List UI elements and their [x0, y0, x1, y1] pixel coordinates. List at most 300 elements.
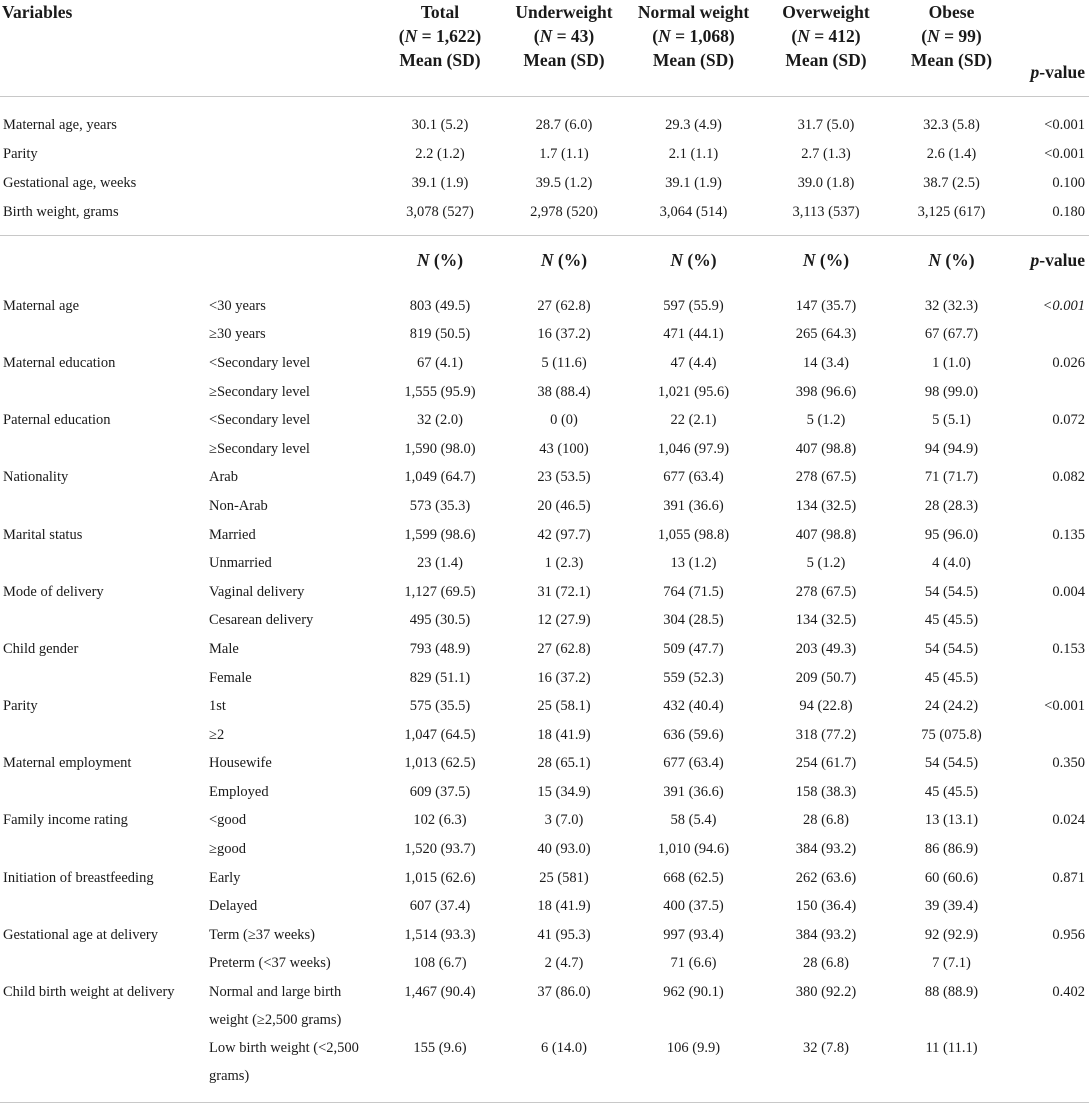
row-category: 1st [209, 698, 226, 715]
cell-value: 2.1 (1.1) [668, 146, 719, 162]
spacer-cell [761, 227, 891, 236]
subheader-stat [891, 236, 1012, 285]
cell-value: 432 (40.4) [663, 698, 724, 715]
spacer-cell [1012, 284, 1089, 292]
cell-pvalue: 0.024 [1052, 812, 1085, 829]
row-label [0, 664, 199, 693]
cell-value: 829 (51.1) [409, 669, 471, 686]
table-row [0, 950, 1089, 979]
cell-value: 6 (14.0) [541, 1040, 587, 1057]
cell-value: 318 (77.2) [795, 726, 857, 743]
table-row [0, 140, 1089, 169]
cell-value: 391 (36.6) [663, 783, 724, 800]
cell-value: 278 (67.5) [795, 583, 857, 600]
cell-value: 71 (71.7) [924, 469, 979, 486]
cell-pvalue: <0.001 [1044, 117, 1085, 133]
cell-value: 39.1 (1.9) [665, 175, 722, 191]
cell-value: 609 (37.5) [409, 783, 471, 800]
cell-value: 45 (45.5) [924, 612, 979, 629]
cell-value: 819 (50.5) [409, 326, 471, 343]
cell-value: 4 (4.0) [932, 555, 971, 572]
table-row [0, 464, 1089, 493]
cell-pvalue [1012, 607, 1089, 636]
cell-pvalue: 0.180 [1052, 204, 1085, 220]
row-label: Gestational age, weeks [3, 175, 137, 191]
cell-pvalue: <0.001 [1044, 146, 1085, 162]
cell-pvalue [1012, 435, 1089, 464]
table-row [0, 778, 1089, 807]
col-header-total: Total (N = 1,622) Mean (SD) [398, 2, 482, 70]
row-label [0, 1034, 199, 1090]
table-row [0, 349, 1089, 378]
cell-value: 58 (5.4) [670, 812, 717, 829]
cell-value: 158 (38.3) [795, 783, 857, 800]
table-row [0, 169, 1089, 198]
cell-value: 31.7 (5.0) [797, 117, 855, 133]
cell-value: 32 (2.0) [417, 412, 463, 429]
cell-value: 23 (53.5) [537, 469, 591, 486]
cell-value: 39.5 (1.2) [535, 175, 593, 191]
cell-pvalue: 0.153 [1052, 640, 1085, 657]
cell-value: 11 (11.1) [925, 1040, 978, 1057]
cell-value: 278 (67.5) [795, 469, 857, 486]
cell-pvalue: 0.350 [1052, 755, 1085, 772]
cell-value: 400 (37.5) [663, 898, 724, 915]
spacer-cell [199, 97, 378, 112]
variables-header: Variables [2, 2, 73, 22]
cell-value: 1.7 (1.1) [539, 146, 589, 162]
cell-value: 3,078 (527) [406, 204, 474, 220]
cell-value: 30.1 (5.2) [411, 117, 469, 133]
cell-value: 0 (0) [550, 412, 578, 429]
cell-value: 407 (98.8) [795, 526, 857, 543]
cell-pvalue [1012, 549, 1089, 578]
spacer-cell [0, 284, 199, 292]
cell-pvalue [1012, 664, 1089, 693]
cell-value: 203 (49.3) [795, 640, 857, 657]
cell-value: 495 (30.5) [409, 612, 471, 629]
row-label: Child gender [3, 640, 79, 657]
cell-value: 108 (6.7) [413, 955, 467, 972]
spacer-cell [761, 97, 891, 112]
subheader-blank [0, 236, 378, 285]
row-label: Maternal employment [3, 755, 132, 772]
cell-value: 1,010 (94.6) [657, 841, 730, 858]
subheader-row [0, 236, 1089, 285]
cell-pvalue: 0.956 [1052, 926, 1085, 943]
row-label [0, 378, 199, 407]
row-label: Paternal education [3, 412, 111, 429]
spacer-cell [626, 227, 761, 236]
row-category: Preterm (<37 weeks) [209, 955, 331, 972]
cell-value: 106 (9.9) [666, 1040, 721, 1057]
row-category: Arab [209, 469, 238, 486]
cell-value: 28 (6.8) [803, 955, 849, 972]
subheader-stat [502, 236, 626, 285]
cell-pvalue [1012, 378, 1089, 407]
cell-value: 39.0 (1.8) [797, 175, 855, 191]
stat-label: N (%) [416, 250, 464, 270]
cell-value: 42 (97.7) [537, 526, 591, 543]
cell-pvalue: <0.001 [1042, 297, 1085, 314]
spacer-cell [199, 284, 378, 292]
spacer-cell [0, 227, 199, 236]
cell-pvalue: 0.026 [1052, 354, 1085, 371]
cell-value: 16 (37.2) [537, 326, 591, 343]
row-label [0, 549, 199, 578]
cell-value: 92 (92.9) [924, 926, 979, 943]
cell-value: 1,127 (69.5) [404, 583, 476, 600]
row-category: Low birth weight (<2,500 grams) [209, 1040, 359, 1085]
cell-value: 1,590 (98.0) [404, 440, 476, 457]
spacer-cell [378, 227, 502, 236]
cell-value: 28 (28.3) [924, 497, 979, 514]
row-label: Maternal age, years [3, 117, 117, 133]
cell-value: 98 (99.0) [924, 383, 979, 400]
table-row [0, 721, 1089, 750]
continuous-section [0, 97, 1089, 236]
cell-pvalue: 0.871 [1052, 869, 1085, 886]
cell-value: 15 (34.9) [537, 783, 591, 800]
rule-separator [0, 227, 1089, 236]
table-row [0, 635, 1089, 664]
cell-value: 1 (2.3) [544, 555, 584, 572]
spacer-cell [1012, 227, 1089, 236]
cell-value: 102 (6.3) [413, 812, 467, 829]
spacer-cell [378, 97, 502, 112]
cell-value: 155 (9.6) [413, 1040, 467, 1057]
cell-value: 39.1 (1.9) [411, 175, 469, 191]
col-header-obese: Obese (N = 99) Mean (SD) [910, 2, 993, 70]
row-label: Maternal age [3, 297, 80, 314]
cell-value: 16 (37.2) [537, 669, 591, 686]
cell-value: 28 (6.8) [803, 812, 849, 829]
cell-value: 32.3 (5.8) [923, 117, 980, 133]
cell-value: 32 (7.8) [803, 1040, 849, 1057]
cell-value: 67 (67.7) [924, 326, 979, 343]
table-row [0, 750, 1089, 779]
cell-value: 13 (1.2) [670, 555, 717, 572]
cell-value: 2.6 (1.4) [926, 146, 977, 162]
cell-value: 43 (100) [539, 440, 589, 457]
cell-value: 384 (93.2) [795, 841, 857, 858]
cell-value: 86 (86.9) [924, 841, 979, 858]
cell-pvalue: 0.072 [1052, 412, 1085, 429]
spacer-cell [502, 97, 626, 112]
row-category: Unmarried [209, 555, 272, 572]
cell-value: 793 (48.9) [409, 640, 471, 657]
subheader-stat [378, 236, 502, 285]
cell-value: 1,047 (64.5) [404, 726, 476, 743]
cell-value: 41 (95.3) [537, 926, 591, 943]
cell-pvalue [1012, 492, 1089, 521]
cell-pvalue [1012, 892, 1089, 921]
cell-value: 54 (54.5) [924, 583, 979, 600]
table-row [0, 578, 1089, 607]
spacer-row [0, 284, 1089, 292]
table-row [0, 1034, 1089, 1090]
table-row [0, 406, 1089, 435]
cell-value: 607 (37.4) [409, 898, 471, 915]
cell-value: 14 (3.4) [803, 354, 849, 371]
row-category: <good [209, 812, 247, 829]
cell-value: 54 (54.5) [924, 640, 979, 657]
cell-value: 407 (98.8) [795, 440, 857, 457]
cell-value: 31 (72.1) [537, 583, 591, 600]
row-label [0, 435, 199, 464]
row-label: Parity [3, 146, 38, 162]
cell-pvalue: <0.001 [1044, 698, 1085, 715]
cell-value: 384 (93.2) [795, 926, 857, 943]
cell-value: 1,055 (98.8) [657, 526, 730, 543]
cell-value: 209 (50.7) [795, 669, 857, 686]
cell-value: 40 (93.0) [537, 841, 591, 858]
cell-value: 27 (62.8) [537, 297, 591, 314]
cell-value: 39 (39.4) [924, 898, 979, 915]
spacer-cell [626, 97, 761, 112]
cell-value: 803 (49.5) [409, 297, 471, 314]
row-label [0, 892, 199, 921]
spacer-cell [1012, 97, 1089, 112]
row-category: Term (≥37 weeks) [209, 926, 315, 943]
cell-value: 575 (35.5) [409, 698, 471, 715]
row-category: Normal and large birth weight (≥2,500 grams) [209, 984, 342, 1029]
row-label: Child birth weight at delivery [3, 984, 175, 1001]
cell-value: 391 (36.6) [663, 497, 724, 514]
cell-value: 5 (11.6) [541, 354, 587, 371]
table-row [0, 198, 1089, 227]
categorical-section [0, 236, 1089, 1091]
cell-value: 2.7 (1.3) [801, 146, 851, 162]
cell-pvalue: 0.135 [1052, 526, 1085, 543]
cell-value: 24 (24.2) [924, 698, 979, 715]
cell-value: 1,013 (62.5) [404, 755, 476, 772]
cell-value: 573 (35.3) [409, 497, 471, 514]
row-category: ≥Secondary level [209, 440, 310, 457]
cell-value: 67 (4.1) [417, 354, 463, 371]
row-label: Parity [3, 698, 38, 715]
cell-value: 597 (55.9) [663, 297, 724, 314]
cell-value: 29.3 (4.9) [665, 117, 722, 133]
cell-value: 32 (32.3) [924, 297, 979, 314]
row-label [0, 835, 199, 864]
row-label: Initiation of breastfeeding [3, 869, 154, 886]
cell-value: 25 (581) [539, 869, 589, 886]
table-row [0, 864, 1089, 893]
cell-value: 1,015 (62.6) [404, 869, 476, 886]
table-row [0, 921, 1089, 950]
cell-pvalue [1012, 778, 1089, 807]
spacer-cell [502, 284, 626, 292]
table-row [0, 435, 1089, 464]
table-row [0, 111, 1089, 140]
cell-value: 1,467 (90.4) [404, 984, 476, 1001]
row-category: Male [209, 640, 239, 657]
row-category: ≥good [209, 841, 246, 858]
cell-value: 75 (075.8) [921, 726, 982, 743]
cell-pvalue [1012, 950, 1089, 979]
row-category: <Secondary level [209, 354, 311, 371]
spacer-cell [891, 284, 1012, 292]
cell-value: 1,599 (98.6) [404, 526, 476, 543]
pvalue-label: p-value [1030, 250, 1085, 270]
cell-value: 12 (27.9) [537, 612, 591, 629]
cell-value: 559 (52.3) [663, 669, 724, 686]
cell-value: 380 (92.2) [795, 984, 857, 1001]
cell-value: 509 (47.7) [663, 640, 724, 657]
row-category: Married [209, 526, 256, 543]
subheader-pvalue [1012, 236, 1089, 285]
cell-value: 28 (65.1) [537, 755, 591, 772]
row-category: Employed [209, 783, 269, 800]
col-header-overweight: Overweight (N = 412) Mean (SD) [782, 2, 870, 70]
table-row [0, 807, 1089, 836]
cell-value: 147 (35.7) [795, 297, 857, 314]
row-label: Gestational age at delivery [3, 926, 159, 943]
row-category: <30 years [209, 297, 266, 314]
row-label [0, 607, 199, 636]
cell-value: 997 (93.4) [663, 926, 724, 943]
cell-value: 28.7 (6.0) [535, 117, 593, 133]
table-row [0, 892, 1089, 921]
spacer-cell [502, 227, 626, 236]
cell-value: 1,520 (93.7) [404, 841, 476, 858]
cell-value: 1 (1.0) [932, 354, 971, 371]
row-category: Housewife [209, 755, 272, 772]
col-header-normal: Normal weight (N = 1,068) Mean (SD) [637, 2, 750, 70]
row-category: Delayed [209, 898, 258, 915]
row-label: Maternal education [3, 354, 116, 371]
row-category: Female [209, 669, 252, 686]
cell-value: 13 (13.1) [924, 812, 979, 829]
cell-value: 94 (94.9) [924, 440, 979, 457]
cell-value: 3,113 (537) [792, 204, 860, 220]
row-category: Non-Arab [209, 497, 268, 514]
spacer-cell [378, 284, 502, 292]
cell-value: 5 (1.2) [806, 412, 846, 429]
row-label: Family income rating [3, 812, 128, 829]
cell-value: 71 (6.6) [670, 955, 717, 972]
cell-value: 25 (58.1) [537, 698, 591, 715]
table-row [0, 521, 1089, 550]
spacer-cell [891, 227, 1012, 236]
cell-value: 398 (96.6) [795, 383, 857, 400]
cell-value: 38 (88.4) [537, 383, 591, 400]
cell-value: 265 (64.3) [795, 326, 857, 343]
row-label: Nationality [3, 469, 69, 486]
cell-value: 134 (32.5) [795, 497, 857, 514]
cell-pvalue: 0.082 [1052, 469, 1085, 486]
stat-label: N (%) [802, 250, 850, 270]
row-category: Vaginal delivery [209, 583, 305, 600]
cell-value: 45 (45.5) [924, 783, 979, 800]
cell-value: 27 (62.8) [537, 640, 591, 657]
cell-value: 962 (90.1) [663, 984, 724, 1001]
row-category: Cesarean delivery [209, 612, 314, 629]
cell-value: 471 (44.1) [663, 326, 724, 343]
cell-value: 18 (41.9) [537, 898, 591, 915]
cell-value: 304 (28.5) [663, 612, 724, 629]
row-label [0, 321, 199, 350]
cell-value: 3,064 (514) [659, 204, 728, 220]
cell-value: 20 (46.5) [537, 497, 591, 514]
cell-value: 47 (4.4) [670, 354, 717, 371]
cell-value: 262 (63.6) [795, 869, 857, 886]
spacer-cell [0, 97, 199, 112]
cell-value: 677 (63.4) [663, 469, 724, 486]
cell-value: 5 (1.2) [806, 555, 846, 572]
header-row [0, 0, 1089, 97]
cell-value: 1,555 (95.9) [404, 383, 476, 400]
spacer-cell [761, 284, 891, 292]
cell-value: 94 (22.8) [799, 698, 853, 715]
cell-value: 677 (63.4) [663, 755, 724, 772]
stat-label: N (%) [928, 250, 975, 270]
row-category: ≥Secondary level [209, 383, 310, 400]
cell-value: 3,125 (617) [917, 204, 986, 220]
table-row [0, 664, 1089, 693]
table-row [0, 321, 1089, 350]
table-row [0, 835, 1089, 864]
row-category: <Secondary level [209, 412, 311, 429]
cell-value: 134 (32.5) [795, 612, 857, 629]
cell-pvalue: 0.402 [1052, 984, 1085, 1001]
cell-value: 37 (86.0) [537, 984, 591, 1001]
row-category: ≥2 [209, 726, 225, 743]
row-category: ≥30 years [209, 326, 266, 343]
table-row [0, 692, 1089, 721]
table-row [0, 492, 1089, 521]
cell-value: 2,978 (520) [530, 204, 598, 220]
cell-value: 2 (4.7) [544, 955, 584, 972]
spacer-cell [626, 284, 761, 292]
cell-value: 2.2 (1.2) [415, 146, 465, 162]
cell-value: 60 (60.6) [924, 869, 979, 886]
subheader-stat [761, 236, 891, 285]
row-category: Early [209, 869, 241, 886]
cell-value: 1,046 (97.9) [657, 440, 730, 457]
cell-pvalue [1012, 1034, 1089, 1090]
cell-pvalue: 0.004 [1052, 583, 1085, 600]
cell-pvalue [1012, 321, 1089, 350]
table-row [0, 292, 1089, 321]
cell-value: 254 (61.7) [795, 755, 857, 772]
cell-pvalue [1012, 835, 1089, 864]
spacer-cell [199, 227, 378, 236]
cell-value: 22 (2.1) [670, 412, 717, 429]
cell-pvalue [1012, 721, 1089, 750]
cell-value: 668 (62.5) [663, 869, 724, 886]
pvalue-header: p-value [1030, 62, 1085, 82]
row-label [0, 778, 199, 807]
table-row [0, 607, 1089, 636]
subheader-stat [626, 236, 761, 285]
row-label: Birth weight, grams [3, 204, 119, 220]
cell-value: 150 (36.4) [795, 898, 857, 915]
cell-value: 636 (59.6) [663, 726, 724, 743]
cell-value: 54 (54.5) [924, 755, 979, 772]
row-label [0, 950, 199, 979]
stat-label: N (%) [670, 250, 717, 270]
cell-value: 23 (1.4) [417, 555, 463, 572]
stat-label: N (%) [540, 250, 588, 270]
cell-value: 18 (41.9) [537, 726, 591, 743]
cell-value: 1,021 (95.6) [657, 383, 730, 400]
rule-separator [0, 97, 1089, 112]
table-row [0, 378, 1089, 407]
cell-pvalue: 0.100 [1052, 175, 1085, 191]
cell-value: 7 (7.1) [932, 955, 971, 972]
